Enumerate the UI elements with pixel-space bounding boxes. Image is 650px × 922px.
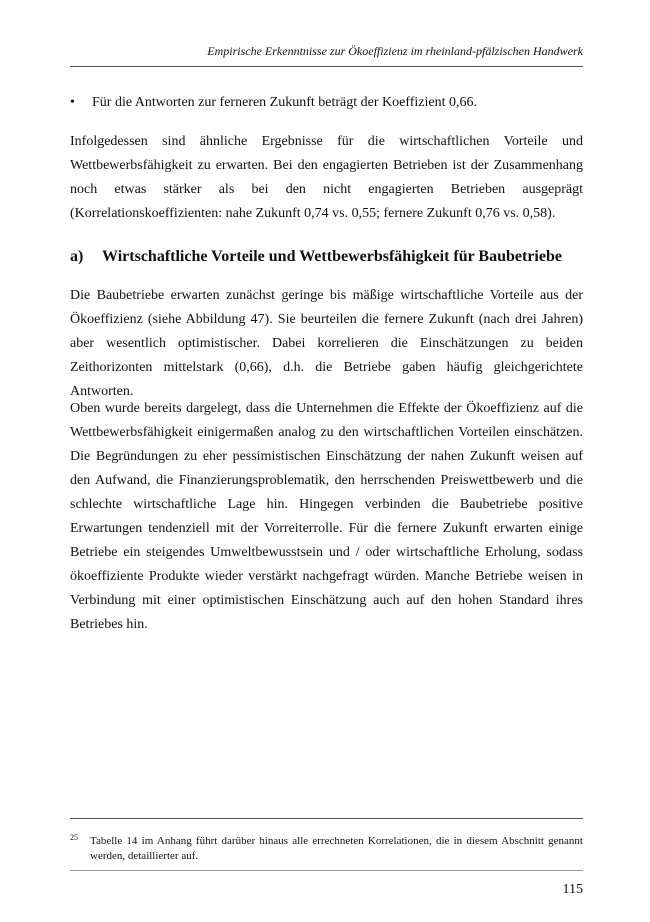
paragraph-3: Oben wurde bereits dargelegt, dass die Unternehmen die Effekte der Ökoeffizienz auf die Wettbewerbsfähigkeit einigermaßen analog zu den wirtschaftlichen Vorteilen einschätzen. Die Begründungen zu eher pessimistischen Einschätzung der nahen Zukunft weisen auf den Aufwand, die Finanzierungsproblematik, den herrschenden Preiswettbewerb und die schlechte wirtschaftliche Lage hin. Hingegen verbinden die Baubetriebe positive Erwartungen tendenziell mit der Vorreiterrolle. Für die fernere Zukunft erwarten einige Betriebe ein steigendes Umweltbewusstsein und / oder wirtschaftliche Erholung, sodass ökoeffiziente Produkte wieder verstärkt nachgefragt würden. Manche Betriebe weisen in Verbindung mit einer optimistischen Einschätzung auch auf den hohen Standard ihres Betriebes hin. [70, 401, 583, 632]
bullet-item [70, 93, 583, 113]
bullet-text: Für die Antworten zur ferneren Zukunft beträgt der Koeffizient 0,66. [92, 95, 477, 110]
footnote-divider [70, 818, 583, 819]
section-title: Wirtschaftliche Vorteile und Wettbewerbsfähigkeit für Baubetriebe [102, 248, 562, 265]
page-number: 115 [562, 882, 583, 897]
footnote [70, 834, 583, 864]
section-number: a) [70, 248, 84, 265]
bullet-symbol: • [70, 95, 75, 110]
paragraph-1: Infolgedessen sind ähnliche Ergebnisse für die wirtschaftlichen Vorteile und Wettbewerbsfähigkeit zu erwarten. Bei den engagierten Betrieben ist der Zusammenhang noch etwas stärker als bei den nicht engagierten Betrieben ausgeprägt (Korrelationskoeffizienten: nahe Zukunft 0,74 vs. 0,55; fernere Zukunft 0,76 vs. 0,58). [70, 134, 583, 221]
running-header: Empirische Erkenntnisse zur Ökoeffizienz im rheinland-pfälzischen Handwerk [207, 44, 583, 58]
section-heading [70, 247, 583, 267]
paragraph-2: Die Baubetriebe erwarten zunächst geringe bis mäßige wirtschaftliche Vorteile aus der Ökoeffizienz (siehe Abbildung 47). Sie beurteilen die fernere Zukunft (nach drei Jahren) aber wesentlich optimistischer. Dabei korrelieren die Einschätzungen zu beiden Zeithorizonten mittelstark (0,66), d.h. die Betriebe gaben häufig gleichgerichtete Antworten. [70, 288, 583, 399]
footnote-text: Tabelle 14 im Anhang führt darüber hinaus alle errechneten Korrelationen, die in diesem Abschnitt genannt werden, detaillierter auf. [90, 835, 583, 862]
footer-divider [70, 870, 583, 871]
header-divider [70, 66, 583, 67]
footnote-number: 25 [70, 833, 78, 842]
